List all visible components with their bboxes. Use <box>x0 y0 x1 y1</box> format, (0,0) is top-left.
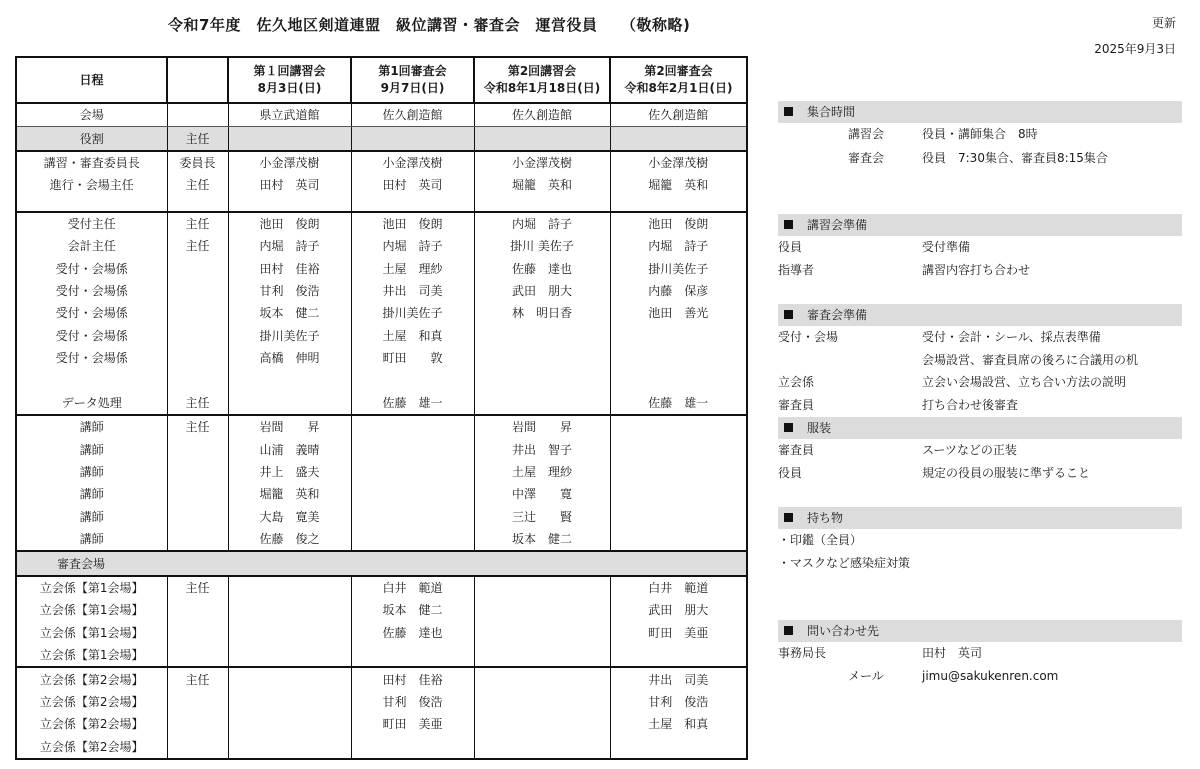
name-cell: 田村 英司 <box>351 174 474 196</box>
name-cell <box>351 528 474 551</box>
belongings-section-title: 持ち物 <box>807 511 844 525</box>
name-cell <box>610 644 747 667</box>
name-cell: 掛川美佐子 <box>228 325 351 347</box>
role-cell: 講師 <box>79 420 104 435</box>
note-value: 受付・会計・シール、採点表準備 <box>922 330 1101 344</box>
position-cell <box>167 347 228 369</box>
name-cell <box>351 644 474 667</box>
name-cell <box>474 599 610 621</box>
position-cell: 委員長 <box>167 151 228 174</box>
position-cell <box>167 325 228 347</box>
note-label: 役員 <box>778 240 803 254</box>
name-cell: 武田 朋大 <box>610 599 747 621</box>
position-cell: 主任 <box>167 576 228 599</box>
role-cell: 会計主任 <box>67 239 116 254</box>
table-row <box>16 713 747 735</box>
name-cell <box>228 667 351 690</box>
name-cell <box>228 392 351 415</box>
note-value: 会場設営、審査員席の後ろに合議用の机 <box>922 352 1139 367</box>
name-cell <box>228 713 351 735</box>
column-header-title: 第2回審査会 <box>644 64 713 78</box>
table-row <box>16 736 747 759</box>
name-cell: 甘利 俊浩 <box>228 280 351 302</box>
empty-cell <box>167 197 228 212</box>
attire-section-header <box>778 417 1182 439</box>
position-cell <box>167 369 228 391</box>
exam-prep-section-header <box>778 304 1182 326</box>
role-cell: 立会係【第1会場】 <box>39 603 144 618</box>
column-header-date: 9月7日(日) <box>380 81 445 95</box>
name-cell: 内堀 詩子 <box>474 212 610 235</box>
position-cell: 主任 <box>167 667 228 690</box>
position-cell <box>167 506 228 528</box>
column-header <box>351 57 474 103</box>
note-value: 役員・講師集合 8時 <box>922 127 1038 141</box>
table-row <box>16 369 747 391</box>
name-cell: 岩間 昇 <box>228 415 351 438</box>
name-cell <box>474 713 610 735</box>
empty-cell <box>474 197 610 212</box>
name-cell: 池田 善光 <box>610 302 747 324</box>
role-cell: 立会係【第2会場】 <box>39 672 144 687</box>
note-value: 受付準備 <box>922 240 971 254</box>
name-cell: 掛川美佐子 <box>351 302 474 324</box>
name-cell: 佐久創造館 <box>474 103 610 127</box>
name-cell: 坂本 健二 <box>228 302 351 324</box>
name-cell: 土屋 理紗 <box>351 257 474 279</box>
judge-section-label: 審査会場 <box>16 551 747 575</box>
name-cell <box>228 736 351 759</box>
table-row <box>16 257 747 279</box>
note-label: 審査員 <box>778 397 815 412</box>
lecture-prep-section-title: 講習会準備 <box>807 218 868 232</box>
table-row <box>16 528 747 551</box>
note-label: 指導者 <box>778 262 815 277</box>
name-cell <box>474 691 610 713</box>
belongings-section-header <box>778 507 1182 529</box>
column-header-title: 第１回講習会 <box>253 64 326 78</box>
name-cell: 小金澤茂樹 <box>610 151 747 174</box>
contact-section-header <box>778 620 1182 642</box>
updated-date: 2025年9月3日 <box>1094 42 1176 56</box>
table-row <box>16 347 747 369</box>
column-header <box>167 57 228 103</box>
name-cell <box>610 369 747 391</box>
name-cell <box>610 127 747 151</box>
empty-cell <box>610 197 747 212</box>
note-value: 打ち合わせ後審査 <box>922 397 1019 412</box>
table-row <box>16 599 747 621</box>
name-cell: 武田 朋大 <box>474 280 610 302</box>
name-cell: 県立武道館 <box>228 103 351 127</box>
name-cell <box>474 325 610 347</box>
table-row <box>16 461 747 483</box>
square-bullet-icon <box>784 107 793 116</box>
name-cell: 高橋 伸明 <box>228 347 351 369</box>
name-cell: 内堀 詩子 <box>228 235 351 257</box>
contact-email: jimu@sakukenren.com <box>922 669 1059 683</box>
name-cell: 町田 美亜 <box>351 713 474 735</box>
table-row <box>16 212 747 235</box>
role-cell: 講師 <box>79 442 104 457</box>
name-cell: 佐藤 達也 <box>474 257 610 279</box>
position-cell: 主任 <box>167 415 228 438</box>
note-label: 役員 <box>778 465 803 480</box>
name-cell <box>474 127 610 151</box>
name-cell: 坂本 健二 <box>474 528 610 551</box>
venue-row <box>16 103 747 127</box>
column-header-date: 8月3日(日) <box>257 81 322 95</box>
role-cell: 役割 <box>16 127 167 151</box>
position-cell <box>167 622 228 644</box>
name-cell <box>228 622 351 644</box>
name-cell <box>351 461 474 483</box>
name-cell <box>228 691 351 713</box>
role-cell: 立会係【第2会場】 <box>39 694 144 709</box>
column-header <box>16 57 167 103</box>
name-cell <box>610 506 747 528</box>
schedule-header-row <box>16 57 747 103</box>
name-cell: 池田 俊朗 <box>228 212 351 235</box>
name-cell <box>610 528 747 551</box>
contact-name: 田村 英司 <box>922 646 983 660</box>
name-cell: 田村 英司 <box>228 174 351 196</box>
name-cell <box>351 506 474 528</box>
position-cell <box>167 438 228 460</box>
name-cell <box>610 438 747 460</box>
name-cell: 田村 佳裕 <box>351 667 474 690</box>
square-bullet-icon <box>784 310 793 319</box>
position-cell <box>167 736 228 759</box>
role-cell: 講師 <box>16 528 167 551</box>
table-row <box>16 644 747 667</box>
name-cell: 井出 智子 <box>474 438 610 460</box>
position-cell <box>167 302 228 324</box>
table-row <box>16 280 747 302</box>
column-header-title: 第2回講習会 <box>507 64 577 78</box>
table-row <box>16 506 747 528</box>
column-header <box>474 57 610 103</box>
position-cell <box>167 280 228 302</box>
position-cell <box>167 599 228 621</box>
position-cell <box>167 644 228 667</box>
column-header <box>228 57 351 103</box>
name-cell: 内堀 詩子 <box>351 235 474 257</box>
name-cell <box>474 644 610 667</box>
name-cell <box>610 483 747 505</box>
name-cell: 佐久創造館 <box>610 103 747 127</box>
position-cell: 主任 <box>167 174 228 196</box>
role-cell: 受付・会場係 <box>55 306 128 321</box>
contact-section-title: 問い合わせ先 <box>807 624 880 638</box>
role-cell: 立会係【第2会場】 <box>39 717 144 732</box>
note-label: 立会係 <box>778 375 815 389</box>
role-cell: 立会係【第1会場】 <box>16 644 167 667</box>
table-row <box>16 174 747 196</box>
square-bullet-icon <box>784 423 793 432</box>
note-value: 役員 7:30集合、審査員8:15集合 <box>922 151 1108 165</box>
column-header-title: 日程 <box>79 72 104 87</box>
name-cell <box>474 622 610 644</box>
empty-cell <box>228 197 351 212</box>
name-cell: 池田 俊朗 <box>351 212 474 235</box>
name-cell: 井上 盛夫 <box>228 461 351 483</box>
lecture-prep-section-header <box>778 214 1182 236</box>
position-cell: 主任 <box>167 392 228 415</box>
name-cell: 小金澤茂樹 <box>228 151 351 174</box>
name-cell: 堀籠 英和 <box>228 483 351 505</box>
name-cell: 大島 寛美 <box>228 506 351 528</box>
position-cell: 主任 <box>167 127 228 151</box>
role-cell: 立会係【第2会場】 <box>39 739 144 754</box>
spacer-row <box>16 197 747 212</box>
name-cell <box>351 369 474 391</box>
attire-section-title: 服装 <box>807 421 832 435</box>
square-bullet-icon <box>784 513 793 522</box>
name-cell <box>610 736 747 759</box>
role-cell: 受付・会場係 <box>55 328 128 343</box>
name-cell: 土屋 和真 <box>610 713 747 735</box>
table-row <box>16 622 747 644</box>
name-cell: 山浦 義晴 <box>228 438 351 460</box>
name-cell: 町田 美亜 <box>610 622 747 644</box>
name-cell: 小金澤茂樹 <box>351 151 474 174</box>
name-cell: 土屋 和真 <box>351 325 474 347</box>
name-cell: 小金澤茂樹 <box>474 151 610 174</box>
exam-prep-section-title: 審査会準備 <box>807 308 868 322</box>
empty-cell <box>16 197 167 212</box>
name-cell <box>228 576 351 599</box>
role-cell: 受付・会場係 <box>55 283 128 298</box>
name-cell: 白井 範道 <box>351 576 474 599</box>
role-cell: 受付・会場係 <box>55 351 128 366</box>
position-cell <box>167 257 228 279</box>
role-cell: 進行・会場主任 <box>49 178 134 193</box>
name-cell <box>610 325 747 347</box>
name-cell: 坂本 健二 <box>351 599 474 621</box>
schedule-body <box>16 103 747 759</box>
judge-section-row <box>16 551 747 575</box>
role-cell: 講師 <box>79 465 104 480</box>
position-cell <box>167 103 228 127</box>
role-cell: 講師 <box>79 509 104 524</box>
role-cell <box>16 369 167 391</box>
role-cell: 受付主任 <box>67 216 116 231</box>
table-row <box>16 691 747 713</box>
name-cell <box>351 415 474 438</box>
name-cell <box>228 644 351 667</box>
gather-time-section-title: 集合時間 <box>807 105 856 119</box>
table-row <box>16 415 747 438</box>
document-title: 令和7年度 佐久地区剣道連盟 級位講習・審査会 運営役員 （敬称略) <box>168 16 691 34</box>
role-cell: 立会係【第1会場】 <box>39 625 144 640</box>
name-cell: 堀籠 英和 <box>610 174 747 196</box>
contact-label: メール <box>848 669 884 683</box>
name-cell: 土屋 理紗 <box>474 461 610 483</box>
name-cell <box>474 347 610 369</box>
gather-time-section-header <box>778 101 1182 123</box>
contact-label: 事務局長 <box>778 646 827 660</box>
belongings-item: ・マスクなど感染症対策 <box>778 556 911 570</box>
table-row <box>16 302 747 324</box>
name-cell: 井出 司美 <box>351 280 474 302</box>
name-cell: 佐藤 俊之 <box>228 528 351 551</box>
schedule-header <box>16 57 747 103</box>
name-cell <box>474 667 610 690</box>
note-label: 講習会 <box>848 127 885 141</box>
name-cell <box>351 736 474 759</box>
table-row <box>16 151 747 174</box>
name-cell: 内堀 詩子 <box>610 235 747 257</box>
empty-cell <box>351 197 474 212</box>
position-cell: 主任 <box>167 212 228 235</box>
table-row <box>16 392 747 415</box>
name-cell: 林 明日香 <box>474 302 610 324</box>
name-cell <box>474 369 610 391</box>
position-cell <box>167 713 228 735</box>
name-cell: 佐藤 達也 <box>351 622 474 644</box>
schedule-table <box>15 56 748 760</box>
role-header-row <box>16 127 747 151</box>
name-cell <box>351 438 474 460</box>
column-header-title: 第1回審査会 <box>378 64 447 78</box>
table-row <box>16 438 747 460</box>
position-cell <box>167 528 228 551</box>
name-cell: 堀籠 英和 <box>474 174 610 196</box>
name-cell <box>228 369 351 391</box>
note-value: 規定の役員の服装に準ずること <box>922 465 1091 480</box>
position-cell <box>167 691 228 713</box>
name-cell <box>610 461 747 483</box>
name-cell: 内藤 保彦 <box>610 280 747 302</box>
table-row <box>16 667 747 690</box>
table-row <box>16 325 747 347</box>
name-cell: 佐藤 雄一 <box>351 392 474 415</box>
name-cell: 甘利 俊浩 <box>610 691 747 713</box>
name-cell: 三辻 賢 <box>474 506 610 528</box>
name-cell: 佐藤 雄一 <box>610 392 747 415</box>
table-row <box>16 483 747 505</box>
note-label: 審査会 <box>848 151 885 165</box>
column-header-date: 令和8年1月18日(日) <box>483 81 601 95</box>
name-cell: 町田 敦 <box>351 347 474 369</box>
name-cell: 掛川 美佐子 <box>474 235 610 257</box>
name-cell <box>351 127 474 151</box>
role-cell: 講師 <box>79 487 104 502</box>
name-cell: 井出 司美 <box>610 667 747 690</box>
square-bullet-icon <box>784 626 793 635</box>
position-cell <box>167 483 228 505</box>
note-label: 受付・会場 <box>778 330 839 344</box>
name-cell: 佐久創造館 <box>351 103 474 127</box>
column-header-date: 令和8年2月1日(日) <box>624 81 733 95</box>
belongings-item: ・印鑑（全員） <box>778 533 863 547</box>
role-cell: データ処理 <box>16 392 167 415</box>
table-row <box>16 576 747 599</box>
note-value: スーツなどの正装 <box>922 443 1017 457</box>
column-header <box>610 57 747 103</box>
name-cell <box>610 347 747 369</box>
name-cell <box>228 599 351 621</box>
name-cell <box>474 392 610 415</box>
name-cell <box>228 127 351 151</box>
role-cell: 会場 <box>16 103 167 127</box>
name-cell: 田村 佳裕 <box>228 257 351 279</box>
name-cell: 岩間 昇 <box>474 415 610 438</box>
role-cell: 立会係【第1会場】 <box>39 581 144 595</box>
name-cell <box>474 576 610 599</box>
position-cell <box>167 461 228 483</box>
role-cell: 受付・会場係 <box>55 261 128 276</box>
role-cell: 講習・審査委員長 <box>43 155 140 170</box>
note-label: 審査員 <box>778 443 815 457</box>
name-cell: 白井 範道 <box>610 576 747 599</box>
position-cell: 主任 <box>167 235 228 257</box>
note-value: 立会い会場設営、立ち合い方法の説明 <box>922 375 1127 389</box>
name-cell <box>474 736 610 759</box>
name-cell: 池田 俊朗 <box>610 212 747 235</box>
name-cell: 掛川美佐子 <box>610 257 747 279</box>
updated-label: 更新 <box>1151 16 1176 30</box>
name-cell: 中澤 寛 <box>474 483 610 505</box>
name-cell <box>610 415 747 438</box>
table-row <box>16 235 747 257</box>
square-bullet-icon <box>784 220 793 229</box>
note-value: 講習内容打ち合わせ <box>922 262 1031 277</box>
name-cell <box>351 483 474 505</box>
name-cell: 甘利 俊浩 <box>351 691 474 713</box>
